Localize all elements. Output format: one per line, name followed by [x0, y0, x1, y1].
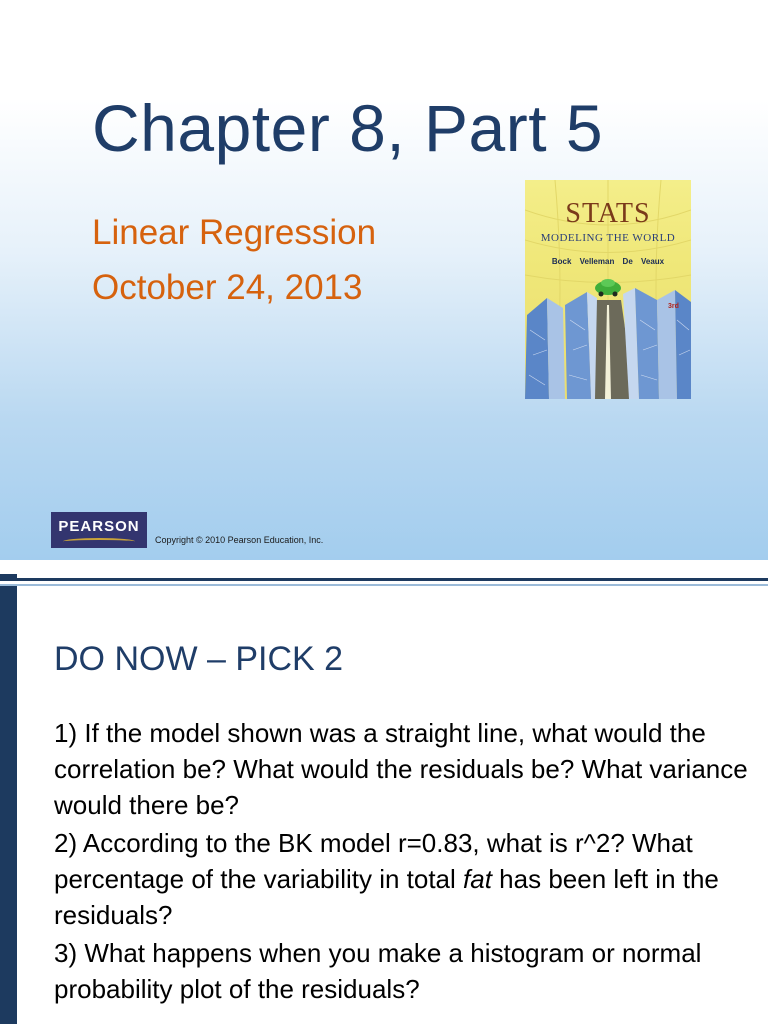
book-title: STATS [565, 198, 651, 229]
question-2-text-end: has been left in the residuals? [54, 864, 719, 930]
pearson-swoosh-icon [63, 538, 135, 545]
book-edition-badge: 3rd [668, 303, 679, 310]
slide-subtitle-date: October 24, 2013 [92, 268, 363, 307]
pearson-logo [51, 512, 147, 548]
pearson-logo-text: PEARSON [58, 518, 140, 535]
book-subtitle: MODELING THE WORLD [540, 232, 676, 244]
book-authors: Bock Velleman De Veaux [551, 257, 665, 266]
question-list [54, 715, 759, 1009]
header-rule-light [0, 584, 768, 586]
slide-heading: DO NOW – PICK 2 [54, 640, 344, 678]
question-2-text-start: 2) According to the BK model r=0.83, what is r^2? What percentage of the variability in total [54, 828, 693, 894]
question-item-1: 1) If the model shown was a straight line, what would the correlation be? What would the residuals be? What variance would there be? [54, 718, 748, 820]
slide-title: Chapter 8, Part 5 [92, 91, 604, 165]
sidebar-accent-bar [0, 574, 17, 1024]
book-cover-image [525, 180, 691, 399]
copyright-notice: Copyright © 2010 Pearson Education, Inc. [155, 535, 324, 545]
question-2-italic-word: fat [463, 864, 492, 894]
content-slide [0, 560, 768, 1024]
slide-subtitle-topic: Linear Regression [92, 213, 377, 252]
question-item-2 [54, 825, 759, 933]
question-item-3: 3) What happens when you make a histogram or normal probability plot of the residuals? [54, 938, 702, 1004]
